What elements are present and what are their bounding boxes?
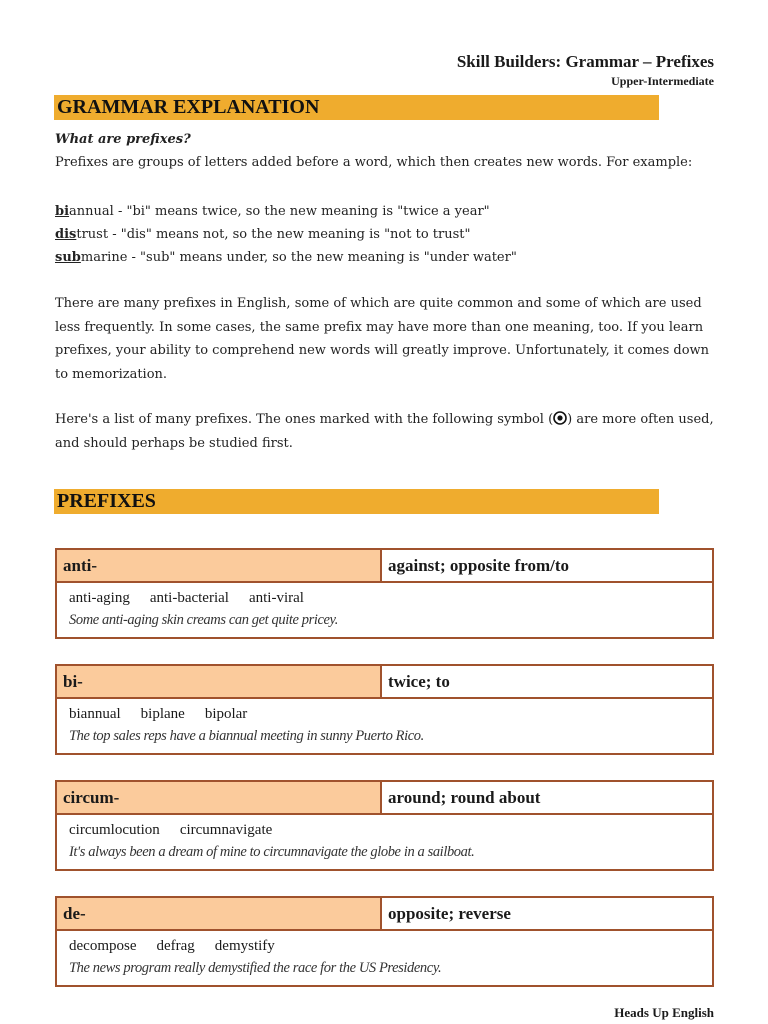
footer-brand: Heads Up English bbox=[614, 1005, 714, 1020]
prefix-meaning: twice; to bbox=[388, 672, 450, 691]
intro-paragraph: Prefixes are groups of letters added before a word, which then creates new words. For example: bbox=[55, 155, 693, 170]
prefix-example-sentence: Some anti-aging skin creams can get quite pricey. bbox=[69, 612, 338, 628]
example-line bbox=[55, 200, 720, 223]
example-word: decompose bbox=[69, 938, 137, 954]
prefix-card-bi bbox=[55, 664, 714, 755]
example-word: anti-aging bbox=[69, 590, 130, 606]
prefix-card-header bbox=[57, 666, 712, 699]
prefix-card-header bbox=[57, 898, 712, 931]
example-text: marine - "sub" means under, so the new meaning is "under water" bbox=[80, 250, 517, 265]
example-word: anti-viral bbox=[248, 590, 304, 606]
example-word: anti-bacterial bbox=[149, 590, 229, 606]
prefix-example-sentence: It's always been a dream of mine to circumnavigate the globe in a sailboat. bbox=[69, 844, 475, 860]
prefix-card-anti bbox=[55, 548, 714, 639]
prefix-meaning: opposite; reverse bbox=[388, 904, 511, 923]
example-line bbox=[55, 223, 720, 246]
prefix-example-sentence: The top sales reps have a biannual meeting in sunny Puerto Rico. bbox=[69, 728, 424, 744]
prefix-examples bbox=[69, 938, 295, 955]
example-word: biplane bbox=[140, 706, 185, 722]
question-heading: What are prefixes? bbox=[55, 132, 191, 147]
prefix-meaning: around; round about bbox=[388, 788, 541, 807]
prefix-name: anti- bbox=[57, 550, 382, 581]
example-word: circumlocution bbox=[69, 822, 160, 838]
symbol-note-start: Here's a list of many prefixes. The ones marked with the following symbol ( bbox=[55, 412, 554, 427]
target-icon bbox=[553, 411, 567, 425]
prefix-name: de- bbox=[57, 898, 382, 929]
symbol-note-end: ) are more often used, and should perhaps be studied first. bbox=[55, 412, 714, 451]
prefix-card-de bbox=[55, 896, 714, 987]
section-heading-prefixes: PREFIXES bbox=[54, 489, 659, 514]
prefix-name: circum- bbox=[57, 782, 382, 813]
example-word: circumnavigate bbox=[179, 822, 273, 838]
prefix-card-header bbox=[57, 550, 712, 583]
example-prefix: sub bbox=[55, 250, 81, 265]
prefix-example-sentence: The news program really demystified the race for the US Presidency. bbox=[69, 960, 442, 976]
example-prefix: bi bbox=[55, 204, 70, 219]
prefix-meaning: against; opposite from/to bbox=[388, 556, 570, 575]
paragraph-symbol-note bbox=[55, 408, 720, 455]
prefix-card-circum bbox=[55, 780, 714, 871]
example-word: biannual bbox=[69, 706, 121, 722]
example-prefix: dis bbox=[55, 227, 77, 242]
prefix-name: bi- bbox=[57, 666, 382, 697]
example-word: bipolar bbox=[204, 706, 248, 722]
example-text: annual - "bi" means twice, so the new meaning is "twice a year" bbox=[69, 204, 490, 219]
prefix-examples bbox=[69, 706, 267, 723]
example-word: defrag bbox=[156, 938, 195, 954]
example-text: trust - "dis" means not, so the new meaning is "not to trust" bbox=[76, 227, 471, 242]
document-title: Skill Builders: Grammar – Prefixes bbox=[456, 52, 714, 71]
paragraph-prefixes-common: There are many prefixes in English, some of which are quite common and some of which are used less frequently. In some cases, the same prefix may have more than one meaning, too. If you learn prefixes, your ability to comprehend new words will greatly improve. Unfortunately, it comes down to memorization. bbox=[55, 296, 710, 382]
prefix-examples bbox=[69, 590, 324, 607]
prefix-card-header bbox=[57, 782, 712, 815]
example-word: demystify bbox=[214, 938, 275, 954]
prefix-examples bbox=[69, 822, 292, 839]
section-heading-explanation: GRAMMAR EXPLANATION bbox=[54, 95, 659, 120]
level-label: Upper-Intermediate bbox=[611, 74, 714, 88]
example-line bbox=[55, 246, 720, 269]
